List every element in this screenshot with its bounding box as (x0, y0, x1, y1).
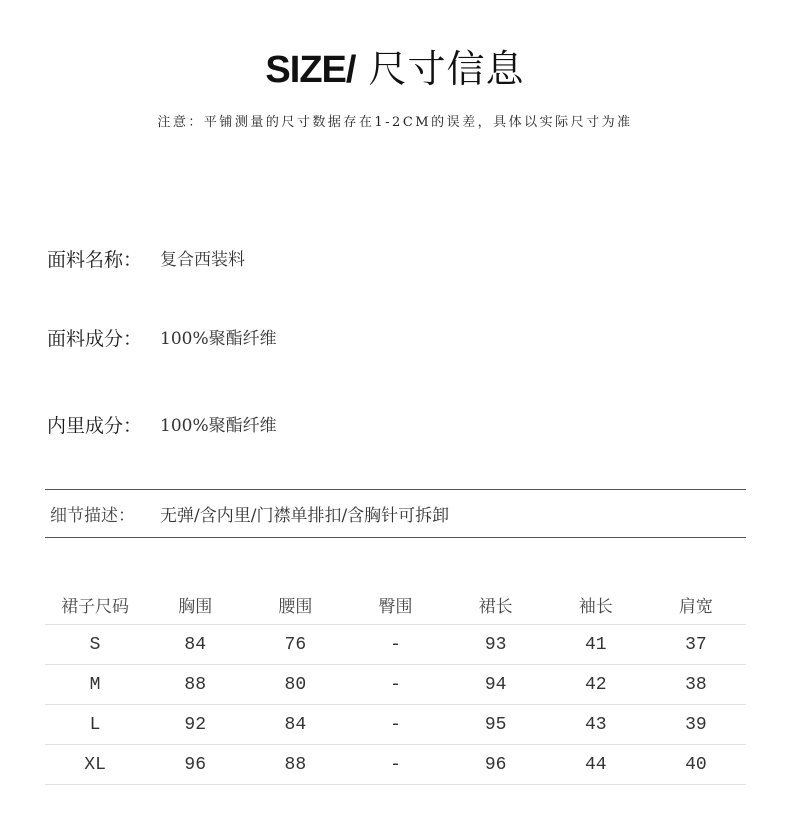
detail-label: 细节描述： (50, 506, 135, 526)
lining-composition-label: 内里成分： (47, 415, 143, 437)
title-en: SIZE/ (265, 49, 356, 91)
cell-waist: 88 (245, 745, 345, 785)
header-hip: 臀围 (345, 585, 445, 625)
cell-waist: 76 (245, 625, 345, 665)
cell-size: M (45, 665, 145, 705)
header-skirt-length: 裙长 (446, 585, 546, 625)
detail-value: 无弹/含内里/门襟单排扣/含胸针可拆卸 (160, 506, 450, 526)
table-row (45, 705, 746, 745)
cell-size: S (45, 625, 145, 665)
lining-composition-value: 100%聚酯纤维 (160, 416, 277, 436)
cell-shoulder-width: 40 (646, 745, 746, 785)
cell-sleeve-length: 43 (546, 705, 646, 745)
cell-size: L (45, 705, 145, 745)
cell-waist: 80 (245, 665, 345, 705)
cell-sleeve-length: 41 (546, 625, 646, 665)
fabric-name-value: 复合西装料 (160, 250, 245, 270)
title-cn: 尺寸信息 (368, 47, 525, 91)
cell-bust: 88 (145, 665, 245, 705)
header-shoulder-width: 肩宽 (646, 585, 746, 625)
table-row (45, 745, 746, 785)
fabric-name-label: 面料名称： (47, 249, 143, 271)
cell-waist: 84 (245, 705, 345, 745)
cell-skirt-length: 96 (446, 745, 546, 785)
cell-hip: - (345, 705, 445, 745)
cell-sleeve-length: 44 (546, 745, 646, 785)
header-sleeve-length: 袖长 (546, 585, 646, 625)
header-bust: 胸围 (145, 585, 245, 625)
cell-skirt-length: 95 (446, 705, 546, 745)
size-table (45, 585, 746, 785)
cell-skirt-length: 94 (446, 665, 546, 705)
cell-size: XL (45, 745, 145, 785)
cell-shoulder-width: 38 (646, 665, 746, 705)
cell-shoulder-width: 39 (646, 705, 746, 745)
size-table-header (45, 585, 746, 625)
cell-hip: - (345, 745, 445, 785)
measurement-note: 注意：平铺测量的尺寸数据存在1-2CM的误差，具体以实际尺寸为准 (157, 115, 633, 130)
divider-bottom (45, 537, 746, 538)
header-waist: 腰围 (245, 585, 345, 625)
page-title (0, 44, 790, 95)
fabric-composition-label: 面料成分： (47, 328, 143, 350)
cell-skirt-length: 93 (446, 625, 546, 665)
cell-hip: - (345, 625, 445, 665)
divider-top (45, 489, 746, 490)
cell-bust: 92 (145, 705, 245, 745)
header-size: 裙子尺码 (45, 585, 145, 625)
cell-hip: - (345, 665, 445, 705)
fabric-composition-value: 100%聚酯纤维 (160, 329, 277, 349)
table-row (45, 625, 746, 665)
cell-shoulder-width: 37 (646, 625, 746, 665)
cell-bust: 84 (145, 625, 245, 665)
cell-bust: 96 (145, 745, 245, 785)
table-row (45, 665, 746, 705)
cell-sleeve-length: 42 (546, 665, 646, 705)
